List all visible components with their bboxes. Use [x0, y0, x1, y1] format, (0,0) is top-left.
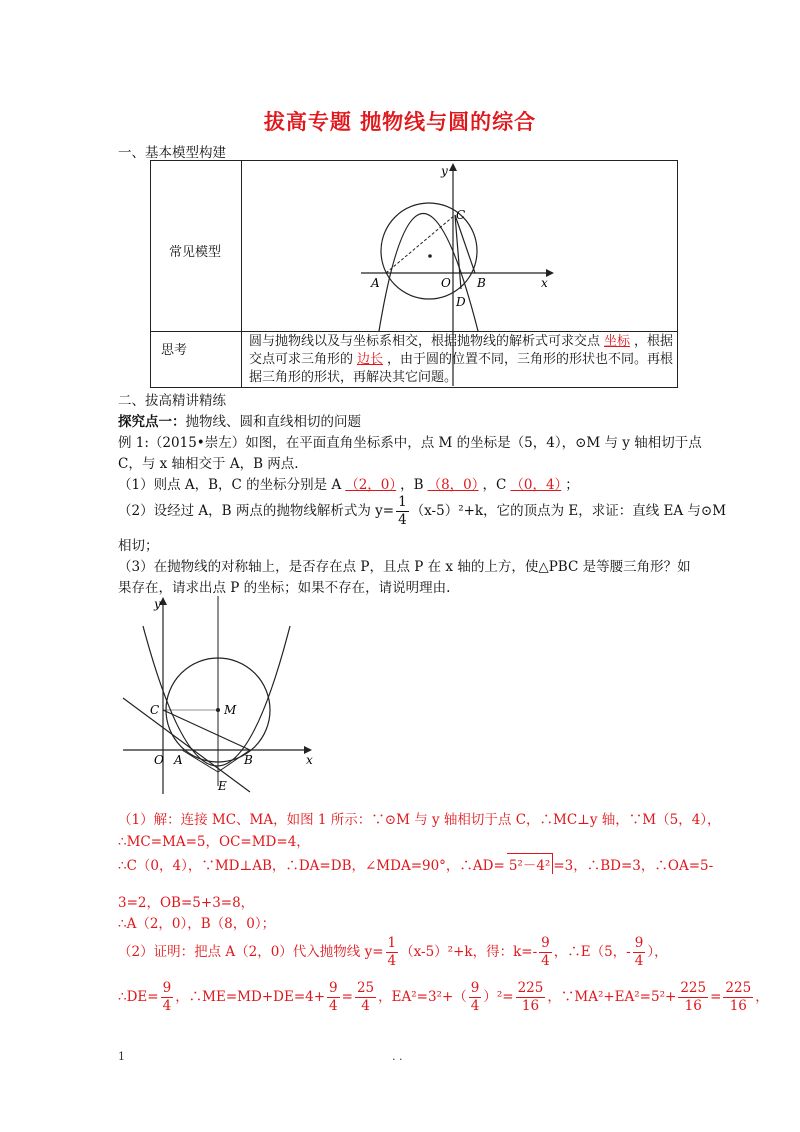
footer-dots: . .: [392, 1050, 403, 1063]
section-heading-2: 二、拔高精讲精练: [118, 393, 226, 409]
exploration-point-1: 探究点一：抛物线、圆和直线相切的问题: [118, 414, 361, 430]
example-figure: [118, 596, 318, 796]
center-dot: [428, 254, 432, 258]
think-text: 圆与抛物线以及与坐标系相交，根据抛物线的解析式可求交点 坐标 ，根据交点可求三角形的 边长 ，由于圆的位置不同，三角形的形状也不同。再根据三角形的形状，再解决其它问题。: [249, 334, 674, 385]
label-y: y: [154, 597, 161, 611]
segment-AC: [386, 215, 455, 273]
label-O: O: [154, 753, 164, 767]
answer-C: （0，4）: [510, 477, 562, 493]
solution-1-line2: ∴MC=MA=5，OC=MD=4，: [118, 834, 310, 850]
parabola: [379, 214, 478, 332]
y-axis-arrow: [449, 163, 457, 171]
solution-2-line1: （2）证明：把点 A（2，0）代入抛物线 y= $\frac{1}{4}$ （x-5）²+k，得：k=- $\frac{9}{4}$ ，∴E（5，- $\frac{9}{4}$ ），: [118, 935, 668, 969]
label-O: O: [441, 276, 451, 290]
label-B: B: [244, 753, 253, 767]
section-heading-1: 一、基本模型构建: [118, 145, 226, 161]
model-label: 常见模型: [169, 245, 222, 260]
model-table: [150, 160, 678, 388]
solution-2-line2: ∴DE= $\frac{9}{4}$ ，∴ME=MD+DE=4+ $\frac{9}{4}$ = $\frac{25}{4}$ ，EA²=3²+（ $\frac{9}{4}$ ）²= $\frac{225}{16}$ ，∵MA²+EA²=5²+ $\frac{225}{16}$ = $\frac{225}{16}$ ，: [118, 980, 769, 1014]
question-3-line1: （3）在抛物线的对称轴上，是否存在点 P，且点 P 在 x 轴的上方，使△PBC 是等腰三角形？如: [118, 559, 691, 575]
blank-side-length: 边长: [357, 352, 384, 367]
label-E: E: [218, 779, 227, 793]
label-M: M: [224, 703, 237, 717]
question-3-line2: 果存在，请求出点 P 的坐标；如果不存在，请说明理由.: [118, 580, 451, 596]
label-C: C: [150, 703, 160, 717]
question-2-line2: 相切；: [118, 538, 159, 554]
solution-1-line4: 3=2，OB=5+3=8，: [118, 895, 255, 911]
label-x: x: [306, 753, 313, 767]
label-B: B: [477, 276, 486, 290]
segment-CD: [455, 215, 461, 289]
solution-1-line5: ∴A（2，0），B（8，0）；: [118, 916, 276, 932]
segment-MA-lower: [182, 750, 218, 772]
solution-1-line1: （1）解：连接 MC、MA，如图 1 所示：∵⊙M 与 y 轴相切于点 C，∴MC⊥y 轴，∵M（5，4），: [118, 812, 721, 828]
question-2: （2）设经过 A，B 两点的抛物线解析式为 y= $\frac{1}{4}$ （x-5）²+k，它的顶点为 E，求证：直线 EA 与⊙M: [118, 494, 727, 528]
example-text-line2: C，与 x 轴相交于 A，B 两点.: [118, 456, 299, 472]
label-D: D: [456, 295, 466, 309]
page-title: 拔高专题 抛物线与圆的综合: [263, 109, 537, 134]
question-1: （1）则点 A，B，C 的坐标分别是 A （2，0） ，B （8，0） ，C （0，4） ；: [118, 477, 579, 493]
blank-coordinates: 坐标: [604, 334, 631, 349]
table-divider-vertical: [241, 161, 242, 387]
think-label: 思考: [161, 343, 188, 358]
page-number: 1: [118, 1050, 125, 1063]
sqrt-expression: 5²－4²: [507, 853, 554, 874]
point-M: [216, 708, 220, 712]
answer-A: （2，0）: [345, 477, 397, 493]
label-C: C: [456, 208, 466, 222]
solution-1-line3: ∴C（0，4），∵MD⊥AB，∴DA=DB，∠MDA=90°，∴AD= 5²－4² =3，∴BD=3，∴OA=5-: [118, 853, 713, 874]
label-y: y: [441, 164, 448, 178]
label-A: A: [371, 276, 380, 290]
answer-B: （8，0）: [427, 477, 479, 493]
segment-CB: [163, 710, 250, 750]
example-text-line1: 例 1:（2015•崇左）如图，在平面直角坐标系中，点 M 的坐标是（5，4），⊙M 与 y 轴相切于点: [118, 435, 702, 451]
label-A: A: [174, 753, 183, 767]
label-x: x: [541, 276, 548, 290]
